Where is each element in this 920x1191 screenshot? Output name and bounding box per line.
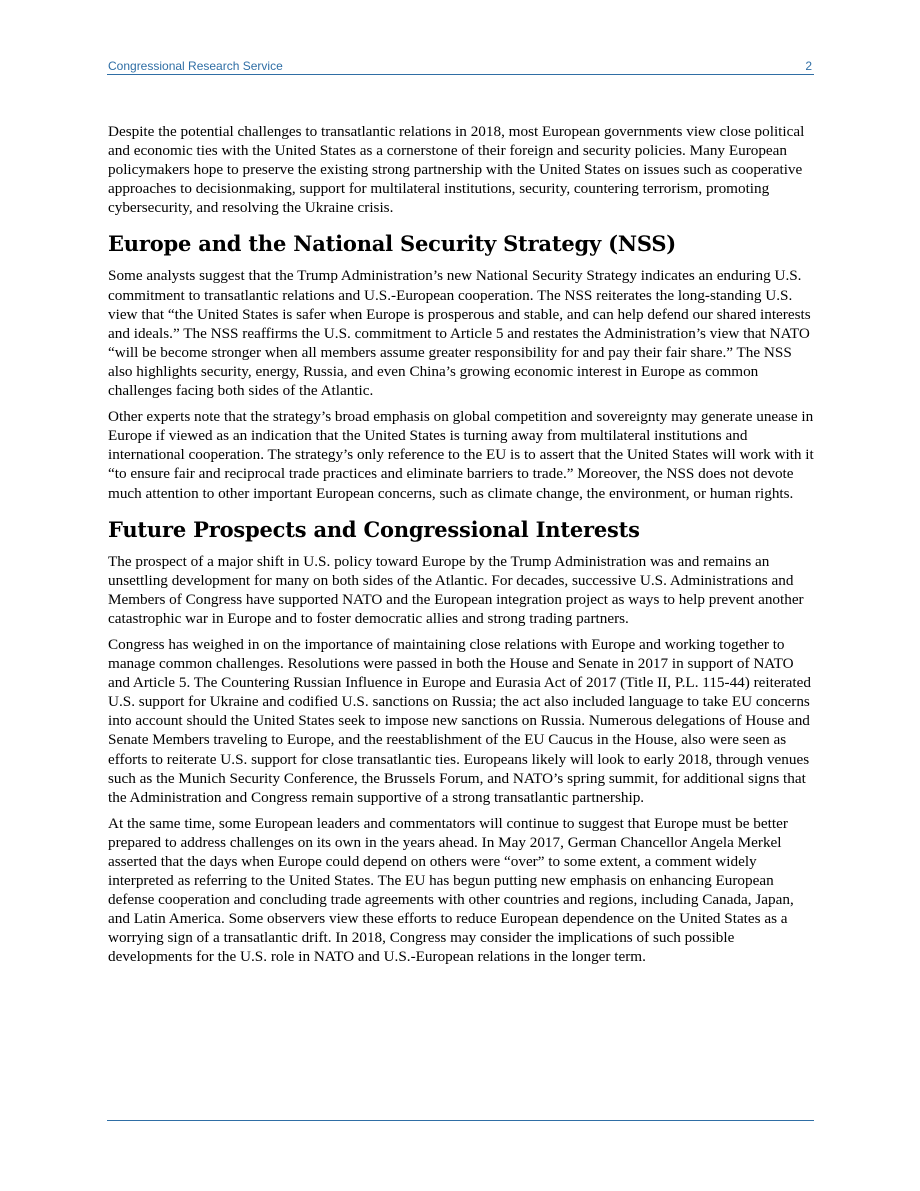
footer-divider xyxy=(107,1120,814,1121)
future-paragraph-3: At the same time, some European leaders and commentators will continue to suggest that Europe must be better prepared to address challenges on its own in the years ahead. In May 2017, German Chancellor Angela Merkel asserted that the days when Europe could depend on others were “over” to some extent, a comment widely interpreted as referring to the United States. The EU has begun putting new emphasis on enhancing European defense cooperation and concluding trade agreements with other countries and regions, including Canada, Japan, and Latin America. Some observers view these efforts to reduce European dependence on the United States as a worrying sign of a transatlantic drift. In 2018, Congress may consider the implications of such possible developments for the U.S. role in NATO and U.S.-European relations in the longer term. xyxy=(108,814,794,966)
document-body xyxy=(108,122,816,974)
future-paragraph-1: The prospect of a major shift in U.S. policy toward Europe by the Trump Administration was and remains an unsettling development for many on both sides of the Atlantic. For decades, successive U.S. Administrations and Members of Congress have supported NATO and the European integration project as ways to help prevent another catastrophic war in Europe and to foster democratic allies and strong trading partners. xyxy=(108,552,804,627)
header-source: Congressional Research Service xyxy=(108,59,283,73)
page-number: 2 xyxy=(805,59,812,73)
page-header xyxy=(107,58,814,75)
section-heading-future-prospects: Future Prospects and Congressional Interests xyxy=(108,516,640,542)
intro-paragraph: Despite the potential challenges to transatlantic relations in 2018, most European governments view close political and economic ties with the United States as a cornerstone of their foreign and security policies. Many European policymakers hope to preserve the existing strong partnership with the United States on issues such as cooperative approaches to decisionmaking, support for multilateral institutions, security, countering terrorism, promoting cybersecurity, and resolving the Ukraine crisis. xyxy=(108,123,805,217)
section-heading-nss: Europe and the National Security Strategy (NSS) xyxy=(108,231,677,257)
nss-paragraph-1: Some analysts suggest that the Trump Administration’s new National Security Strategy indicates an enduring U.S. commitment to transatlantic relations and U.S.-European cooperation. The NSS reiterates the long-standing U.S. view that “the United States is safer when Europe is prosperous and stable, and can help defend our shared interests and ideals.” The NSS reaffirms the U.S. commitment to Article 5 and restates the Administration’s view that NATO “will be become stronger when all members assume greater responsibility for and pay their fair share.” The NSS also highlights security, energy, Russia, and even China’s growing economic interest in Europe as common challenges facing both sides of the Atlantic. xyxy=(108,267,811,400)
nss-paragraph-2: Other experts note that the strategy’s broad emphasis on global competition and sovereignty may generate unease in Europe if viewed as an indication that the United States is turning away from multilateral institutions and international cooperation. The strategy’s only reference to the EU is to assert that the United States will work with it “to ensure fair and reciprocal trade practices and eliminate barriers to trade.” Moreover, the NSS does not devote much attention to other important European concerns, such as climate change, the environment, or human rights. xyxy=(108,408,814,502)
future-paragraph-2: Congress has weighed in on the importance of maintaining close relations with Europe and working together to manage common challenges. Resolutions were passed in both the House and Senate in 2017 in support of NATO and Article 5. The Countering Russian Influence in Europe and Eurasia Act of 2017 (Title II, P.L. 115-44) reiterated U.S. support for Ukraine and codified U.S. sanctions on Russia; the act also included language to take EU concerns into account should the United States seek to impose new sanctions on Russia. Numerous delegations of House and Senate Members traveling to Europe, and the reestablishment of the EU Caucus in the House, also were seen as efforts to reiterate U.S. support for close transatlantic ties. Europeans likely will look to early 2018, through venues such as the Munich Security Conference, the Brussels Forum, and NATO’s spring summit, for additional signs that the Administration and Congress remain supportive of a strong transatlantic partnership. xyxy=(108,635,811,806)
